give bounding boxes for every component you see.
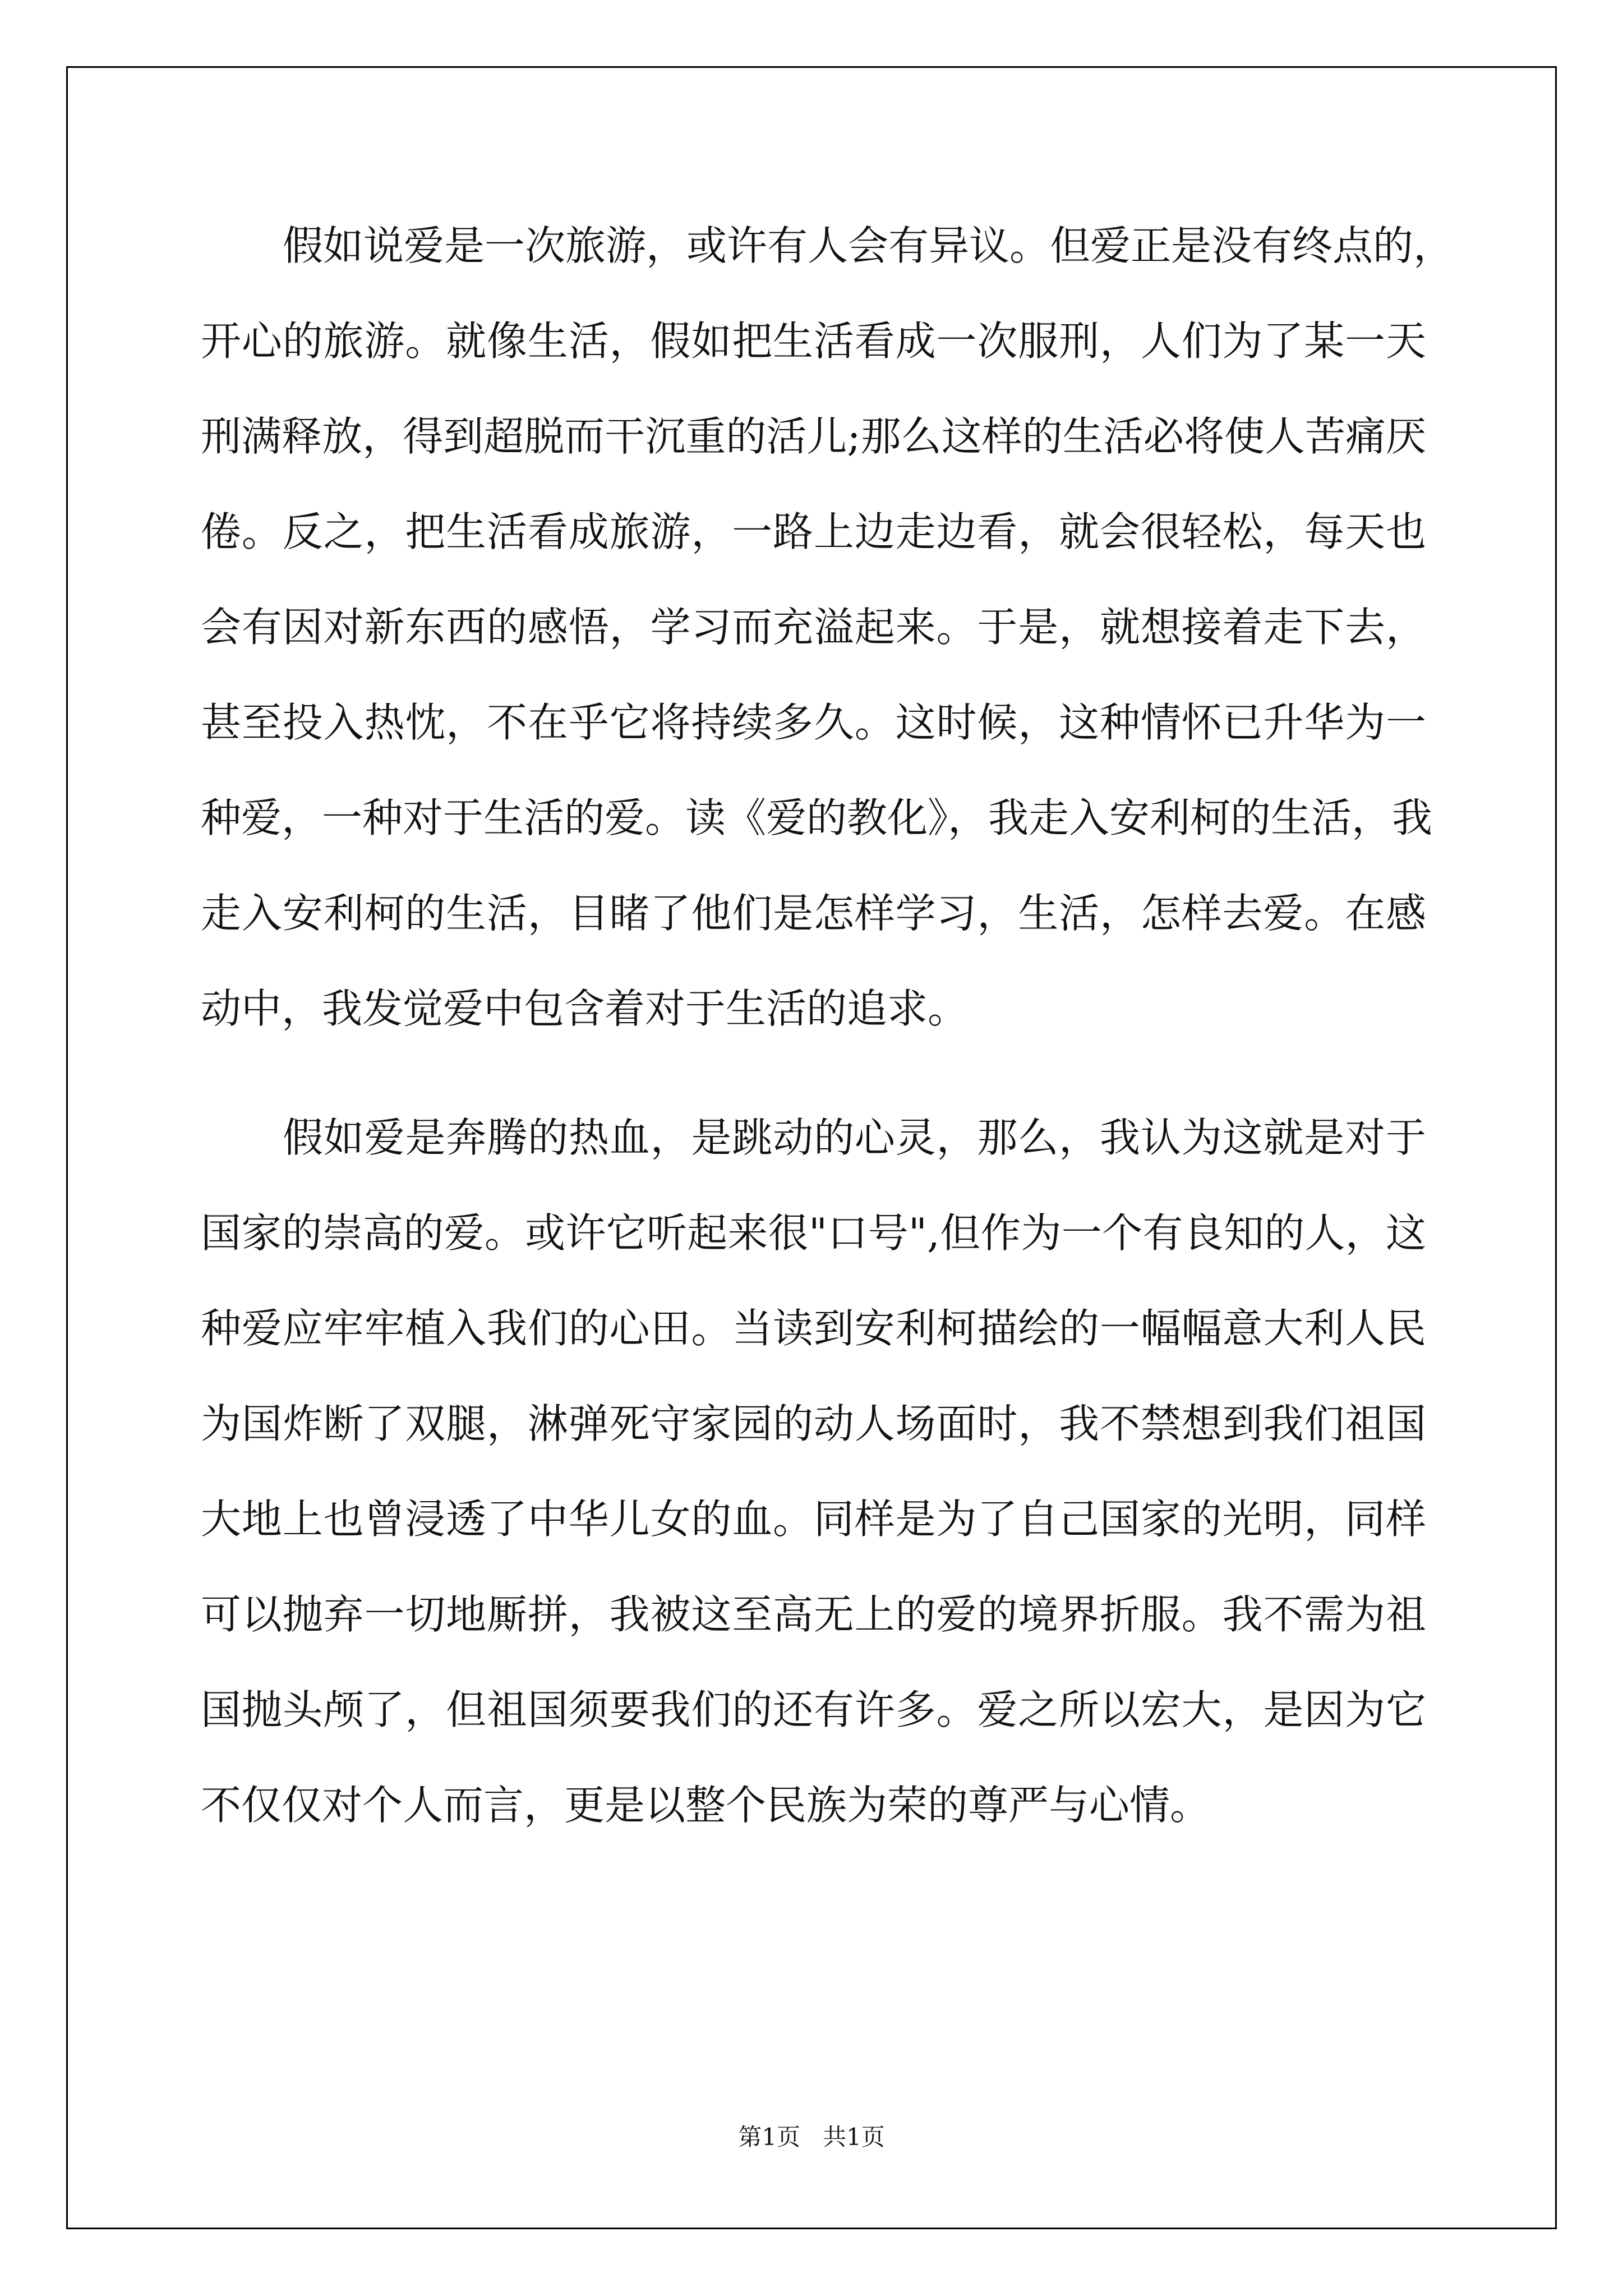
paragraph-2-line-2: 国家的崇高的爱。或许它听起来很"口号",但作为一个有良知的人，这 bbox=[201, 1209, 1426, 1257]
paragraph-1-line-4: 倦。反之，把生活看成旅游，一路上边走边看，就会很轻松，每天也 bbox=[201, 508, 1426, 555]
paragraph-1-line-2: 开心的旅游。就像生活，假如把生活看成一次服刑，人们为了某一天 bbox=[201, 318, 1426, 365]
paragraph-1-line-7: 种爱，一种对于生活的爱。读《爱的教化》，我走入安利柯的生活，我 bbox=[201, 794, 1433, 841]
paragraph-2-line-8: 不仅仅对个人而言，更是以整个民族为荣的尊严与心情。 bbox=[201, 1782, 1211, 1829]
page-number-footer: 第1页 共1页 bbox=[738, 2123, 885, 2151]
paragraph-1-line-9: 动中，我发觉爱中包含着对于生活的追求。 bbox=[201, 985, 969, 1032]
paragraph-2-line-6: 可以抛弃一切地厮拼，我被这至高无上的爱的境界折服。我不需为祖 bbox=[201, 1591, 1426, 1638]
paragraph-2-line-5: 大地上也曾浸透了中华儿女的血。同样是为了自己国家的光明，同样 bbox=[201, 1496, 1426, 1543]
paragraph-2-line-7: 国抛头颅了，但祖国须要我们的还有许多。爱之所以宏大，是因为它 bbox=[201, 1686, 1426, 1733]
paragraph-2-line-4: 为国炸断了双腿，淋弹死守家园的动人场面时，我不禁想到我们祖国 bbox=[201, 1400, 1426, 1447]
paragraph-1-line-3: 刑满释放，得到超脱而干沉重的活儿;那么这样的生活必将使人苦痛厌 bbox=[201, 413, 1426, 460]
paragraph-2-line-1: 假如爱是奔腾的热血，是跳动的心灵，那么，我认为这就是对于 bbox=[283, 1114, 1426, 1161]
paragraph-1-line-6: 甚至投入热忱，不在乎它将持续多久。这时候，这种情怀已升华为一 bbox=[201, 699, 1426, 746]
paragraph-2-line-3: 种爱应牢牢植入我们的心田。当读到安利柯描绘的一幅幅意大利人民 bbox=[201, 1305, 1426, 1352]
paragraph-1-line-1: 假如说爱是一次旅游，或许有人会有异议。但爱正是没有终点的， bbox=[283, 222, 1454, 269]
paragraph-1-line-8: 走入安利柯的生活，目睹了他们是怎样学习，生活，怎样去爱。在感 bbox=[201, 890, 1426, 937]
paragraph-1-line-5: 会有因对新东西的感悟，学习而充溢起来。于是，就想接着走下去， bbox=[201, 604, 1426, 651]
